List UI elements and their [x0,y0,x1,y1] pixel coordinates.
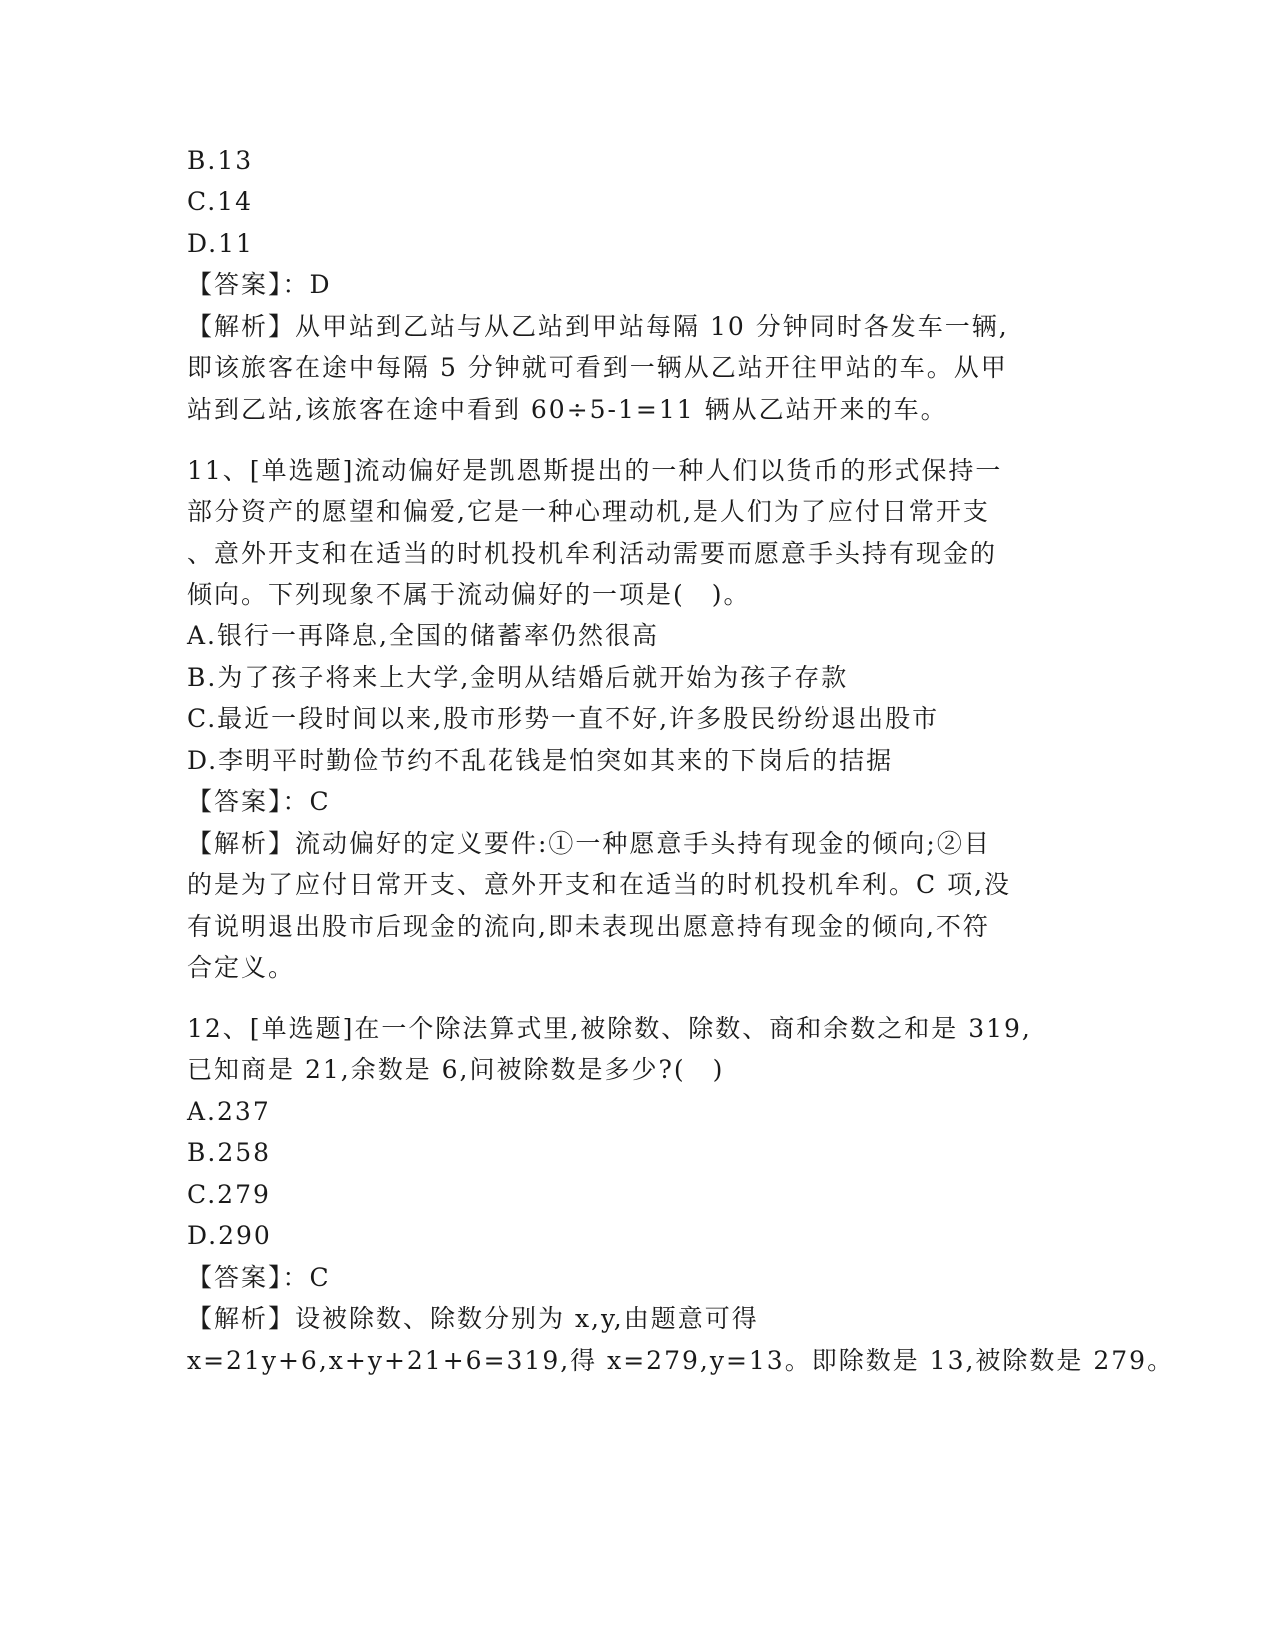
q10-analysis-line-3: 站到乙站,该旅客在途中看到 60÷5-1=11 辆从乙站开来的车。 [187,395,948,424]
q12-question-line-1: 12、[单选题]在一个除法算式里,被除数、除数、商和余数之和是 319, [187,1014,1032,1043]
q12-analysis-line-1: 【解析】设被除数、除数分别为 x,y,由题意可得 [187,1304,759,1333]
q11-option-b: B.为了孩子将来上大学,金明从结婚后就开始为孩子存款 [187,663,849,692]
q11-question-line-4: 倾向。下列现象不属于流动偏好的一项是( )。 [187,580,751,609]
q11-option-d: D.李明平时勤俭节约不乱花钱是怕突如其来的下岗后的拮据 [187,746,894,775]
q12-option-a: A.237 [187,1097,271,1126]
q11-analysis-line-1: 【解析】流动偏好的定义要件:①一种愿意手头持有现金的倾向;②目 [187,829,991,858]
q12-option-b: B.258 [187,1138,272,1167]
q11-question-line-3: 、意外开支和在适当的时机投机牟利活动需要而愿意手头持有现金的 [187,539,998,568]
q10-option-b: B.13 [187,146,254,175]
q12-option-d: D.290 [187,1221,272,1250]
q12-question-line-2: 已知商是 21,余数是 6,问被除数是多少?( ) [187,1055,725,1084]
q12-option-c: C.279 [187,1180,271,1209]
q10-analysis-line-1: 【解析】从甲站到乙站与从乙站到甲站每隔 10 分钟同时各发车一辆, [187,312,1009,341]
q11-analysis-line-3: 有说明退出股市后现金的流向,即未表现出愿意持有现金的倾向,不符 [187,912,990,941]
q10-option-d: D.11 [187,229,254,258]
q12-answer: 【答案】：C [187,1263,331,1292]
q10-analysis-line-2: 即该旅客在途中每隔 5 分钟就可看到一辆从乙站开往甲站的车。从甲 [187,353,1008,382]
q11-option-a: A.银行一再降息,全国的储蓄率仍然很高 [187,621,659,650]
q11-analysis-line-4: 合定义。 [187,953,296,982]
q11-answer: 【答案】：C [187,787,331,816]
q10-option-c: C.14 [187,187,253,216]
q11-question-line-1: 11、[单选题]流动偏好是凯恩斯提出的一种人们以货币的形式保持一 [187,456,1003,485]
q12-analysis-line-2: x=21y+6,x+y+21+6=319,得 x=279,y=13。即除数是 13,被除数是 279。 [187,1346,1175,1375]
q11-question-line-2: 部分资产的愿望和偏爱,它是一种心理动机,是人们为了应付日常开支 [187,497,990,526]
q10-answer: 【答案】：D [187,270,332,299]
q11-analysis-line-2: 的是为了应付日常开支、意外开支和在适当的时机投机牟利。C 项,没 [187,870,1012,899]
q11-option-c: C.最近一段时间以来,股市形势一直不好,许多股民纷纷退出股市 [187,704,940,733]
